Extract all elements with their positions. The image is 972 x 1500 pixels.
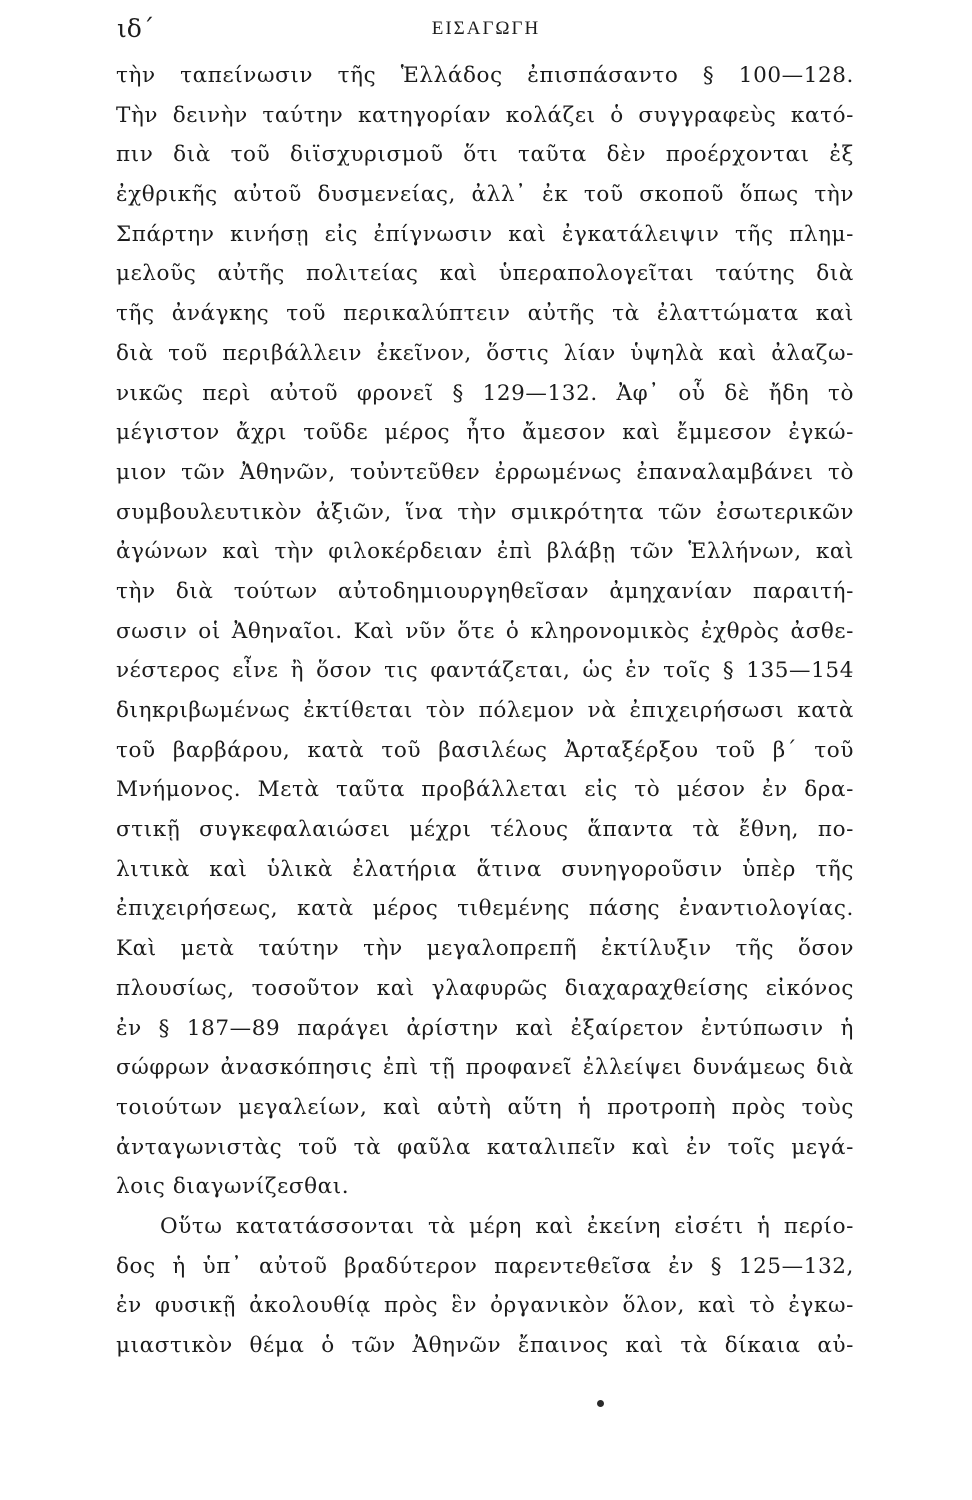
text-line: νέστερος εἶνε ἢ ὅσον τις φαντάζεται, ὡς ἐν τοῖς § 135—154	[116, 658, 854, 684]
text-line: σώφρων ἀνασκόπησις ἐπὶ τῇ προφανεῖ ἐλλείψει δυνάμεως διὰ	[116, 1055, 854, 1081]
text-line: πιν διὰ τοῦ διϊσχυρισμοῦ ὅτι ταῦτα δὲν προέρχονται ἐξ	[116, 142, 854, 168]
text-line: τοιούτων μεγαλείων, καὶ αὐτὴ αὕτη ἡ προτροπὴ πρὸς τοὺς	[116, 1094, 854, 1120]
text-line: τοῦ βαρβάρου, κατὰ τοῦ βασιλέως Ἀρταξέρξου τοῦ β΄ τοῦ	[116, 737, 854, 763]
paragraph-first-line: Οὕτω κατατάσσονται τὰ μέρη καὶ ἐκείνη εἰσέτι ἡ περίο-	[160, 1213, 854, 1239]
text-line: σωσιν οἱ Ἀθηναῖοι. Καὶ νῦν ὅτε ὁ κληρονομικὸς ἐχθρὸς ἀσθε-	[116, 618, 854, 644]
text-line: ἀγώνων καὶ τὴν φιλοκέρδειαν ἐπὶ βλάβῃ τῶν Ἑλλήνων, καὶ	[116, 539, 854, 565]
text-line: δος ἡ ὑπ᾽ αὐτοῦ βραδύτερον παρεντεθεῖσα ἐν § 125—132,	[116, 1253, 854, 1279]
text-line: μελοῦς αὐτῆς πολιτείας καὶ ὑπεραπολογεῖται ταύτης διὰ	[116, 261, 854, 287]
text-line: συμβουλευτικὸν ἀξιῶν, ἵνα τὴν σμικρότητα τῶν ἐσωτερικῶν	[116, 499, 854, 525]
text-line: τῆς ἀνάγκης τοῦ περικαλύπτειν αὐτῆς τὰ ἐλαττώματα καὶ	[116, 301, 854, 327]
text-line: ἐν § 187—89 παράγει ἀρίστην καὶ ἐξαίρετον ἐντύπωσιν ἡ	[116, 1015, 854, 1041]
text-line: τὴν ταπείνωσιν τῆς Ἑλλάδος ἐπισπάσαντο § 100—128.	[116, 63, 854, 88]
text-line: ἐπιχειρήσεως, κατὰ μέρος τιθεμένης πάσης ἐναντιολογίας.	[116, 896, 854, 922]
text-line: πλουσίως, τοσοῦτον καὶ γλαφυρῶς διαχαραχθείσης εἰκόνος	[116, 975, 854, 1001]
paragraph-end-line: λοις διαγωνίζεσθαι.	[116, 1174, 350, 1200]
text-line: διὰ τοῦ περιβάλλειν ἐκεῖνον, ὅστις λίαν ὑψηλὰ καὶ ἀλαζω-	[116, 340, 854, 366]
text-line: Μνήμονος. Μετὰ ταῦτα προβάλλεται εἰς τὸ μέσον ἐν δρα-	[116, 777, 854, 803]
text-line: τὴν διὰ τούτων αὐτοδημιουργηθεῖσαν ἀμηχανίαν παραιτή-	[116, 578, 854, 604]
text-line: λιτικὰ καὶ ὑλικὰ ἐλατήρια ἅτινα συνηγοροῦσιν ὑπὲρ τῆς	[116, 856, 854, 882]
text-line: Σπάρτην κινήσῃ εἰς ἐπίγνωσιν καὶ ἐγκατάλειψιν τῆς πλημ-	[116, 221, 854, 247]
text-line: μιον τῶν Ἀθηνῶν, τοὐντεῦθεν ἐρρωμένως ἐπαναλαμβάνει τὸ	[116, 459, 854, 485]
running-title: ΕΙΣΑΓΩΓΗ	[431, 18, 541, 39]
text-line: ἐχθρικῆς αὐτοῦ δυσμενείας, ἀλλ᾽ ἐκ τοῦ σκοποῦ ὅπως τὴν	[116, 182, 854, 208]
text-line: ἀνταγωνιστὰς τοῦ τὰ φαῦλα καταλιπεῖν καὶ ἐν τοῖς μεγά-	[116, 1134, 854, 1160]
text-line: μιαστικὸν θέμα ὁ τῶν Ἀθηνῶν ἔπαινος καὶ τὰ δίκαια αὐ-	[116, 1333, 854, 1358]
text-line: Καὶ μετὰ ταύτην τὴν μεγαλοπρεπῆ ἐκτίλυξιν τῆς ὅσον	[116, 936, 854, 962]
text-line: στικῇ συγκεφαλαιώσει μέχρι τέλους ἅπαντα τὰ ἔθνη, πο-	[116, 817, 854, 843]
ink-dot	[597, 1400, 604, 1407]
page-header	[0, 12, 972, 48]
text-line: μέγιστον ἄχρι τοῦδε μέρος ἦτο ἄμεσον καὶ ἔμμεσον ἐγκώ-	[116, 420, 854, 446]
text-line: ἐν φυσικῇ ἀκολουθίᾳ πρὸς ἓν ὀργανικὸν ὅλον, καὶ τὸ ἐγκω-	[116, 1293, 854, 1319]
text-line: νικῶς περὶ αὐτοῦ φρονεῖ § 129—132. Ἀφ᾽ οὗ δὲ ἤδη τὸ	[116, 380, 854, 406]
text-line: διηκριβωμένως ἐκτίθεται τὸν πόλεμον νὰ ἐπιχειρήσωσι κατὰ	[116, 698, 854, 723]
body-text	[116, 56, 854, 1366]
text-line: Τὴν δεινὴν ταύτην κατηγορίαν κολάζει ὁ συγγραφεὺς κατό-	[116, 102, 854, 128]
page-number: ιδ΄	[117, 14, 155, 43]
